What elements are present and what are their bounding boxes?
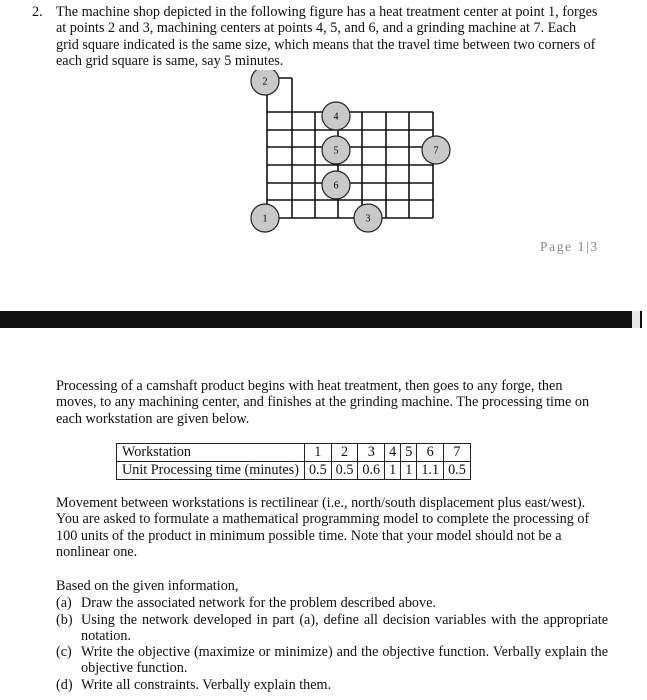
list-item-label: (b): [56, 612, 73, 628]
grid-node-2: [251, 70, 279, 95]
list-item-label: (d): [56, 677, 73, 693]
movement-line: You are asked to formulate a mathematical programming model to complete the processing of: [56, 511, 590, 528]
grid-node-7: [422, 136, 450, 164]
list-item-b: [56, 612, 608, 645]
page-current: 1: [577, 239, 586, 254]
page-separator: |: [586, 239, 591, 254]
table-cell: 0.5: [331, 462, 358, 480]
list-item-text: Using the network developed in part (a), define all decision variables with the appropriate notation.: [81, 612, 608, 645]
grid-node-1: [251, 204, 279, 232]
page-break-bar: [0, 311, 647, 328]
table-row: [117, 444, 471, 462]
movement-line: 100 units of the product in minimum possible time. Note that your model should not be a: [56, 527, 562, 544]
page-footer: [540, 239, 599, 255]
table-cell: 1: [401, 462, 417, 480]
svg-text:2: 2: [262, 76, 268, 88]
table-cell: 2: [331, 444, 358, 462]
svg-text:5: 5: [333, 145, 339, 157]
machine-shop-grid-figure: [240, 70, 460, 250]
list-item-d: [56, 677, 608, 693]
list-item-text: Write all constraints. Verbally explain them.: [81, 677, 332, 693]
list-item-a: [56, 595, 608, 611]
svg-text:7: 7: [433, 145, 439, 157]
table-cell: 1: [385, 462, 401, 480]
info-intro: Based on the given information,: [56, 578, 239, 594]
question-line: each grid square is same, say 5 minutes.: [56, 52, 284, 69]
list-item-text: Draw the associated network for the problem described above.: [81, 595, 436, 611]
table-row-label: Unit Processing time (minutes): [117, 462, 305, 480]
movement-line: nonlinear one.: [56, 543, 138, 560]
table-cell: 5: [401, 444, 417, 462]
question-text: [56, 4, 608, 69]
processing-time-table: [116, 443, 471, 480]
page-total: 3: [590, 239, 599, 254]
table-cell: 0.5: [304, 462, 331, 480]
page-label: Page: [540, 239, 573, 254]
table-row-label: Workstation: [117, 444, 305, 462]
question-line: grid square indicated is the same size, which means that the travel time between two corners of: [56, 36, 596, 53]
page-break-marker: [632, 311, 640, 328]
grid-node-4: [322, 102, 350, 130]
grid-node-6: [322, 171, 350, 199]
svg-text:4: 4: [333, 111, 339, 123]
list-item-text: Write the objective (maximize or minimize) and the objective function. Verbally explain the objective function.: [81, 644, 608, 677]
question-line: The machine shop depicted in the following figure has a heat treatment center at point 1, forges: [56, 4, 598, 20]
table-cell: 0.5: [444, 462, 471, 480]
svg-text:3: 3: [365, 213, 371, 225]
list-item-c: [56, 644, 608, 677]
processing-line: moves, to any machining center, and finishes at the grinding machine. The processing time on: [56, 394, 590, 411]
table-cell: 6: [417, 444, 444, 462]
table-cell: 1: [304, 444, 331, 462]
processing-line: Processing of a camshaft product begins with heat treatment, then goes to any forge, then: [56, 378, 563, 394]
svg-text:1: 1: [262, 213, 268, 225]
table-cell: 3: [358, 444, 385, 462]
processing-paragraph: [56, 378, 608, 427]
table-row: [117, 462, 471, 480]
list-item-label: (c): [56, 644, 72, 660]
list-item-label: (a): [56, 595, 72, 611]
processing-line: each workstation are given below.: [56, 410, 250, 427]
movement-line: Movement between workstations is rectilinear (i.e., north/south displacement plus east/west).: [56, 495, 586, 511]
table-cell: 0.6: [358, 462, 385, 480]
movement-paragraph: [56, 495, 608, 560]
question-line: at points 2 and 3, machining centers at points 4, 5, and 6, and a grinding machine at 7. Each: [56, 20, 577, 37]
svg-text:6: 6: [333, 180, 339, 192]
grid-node-3: [354, 204, 382, 232]
page-break-edge: [642, 311, 647, 328]
question-number: 2.: [32, 4, 43, 20]
grid-node-5: [322, 136, 350, 164]
table-cell: 7: [444, 444, 471, 462]
table-cell: 4: [385, 444, 401, 462]
table-cell: 1.1: [417, 462, 444, 480]
